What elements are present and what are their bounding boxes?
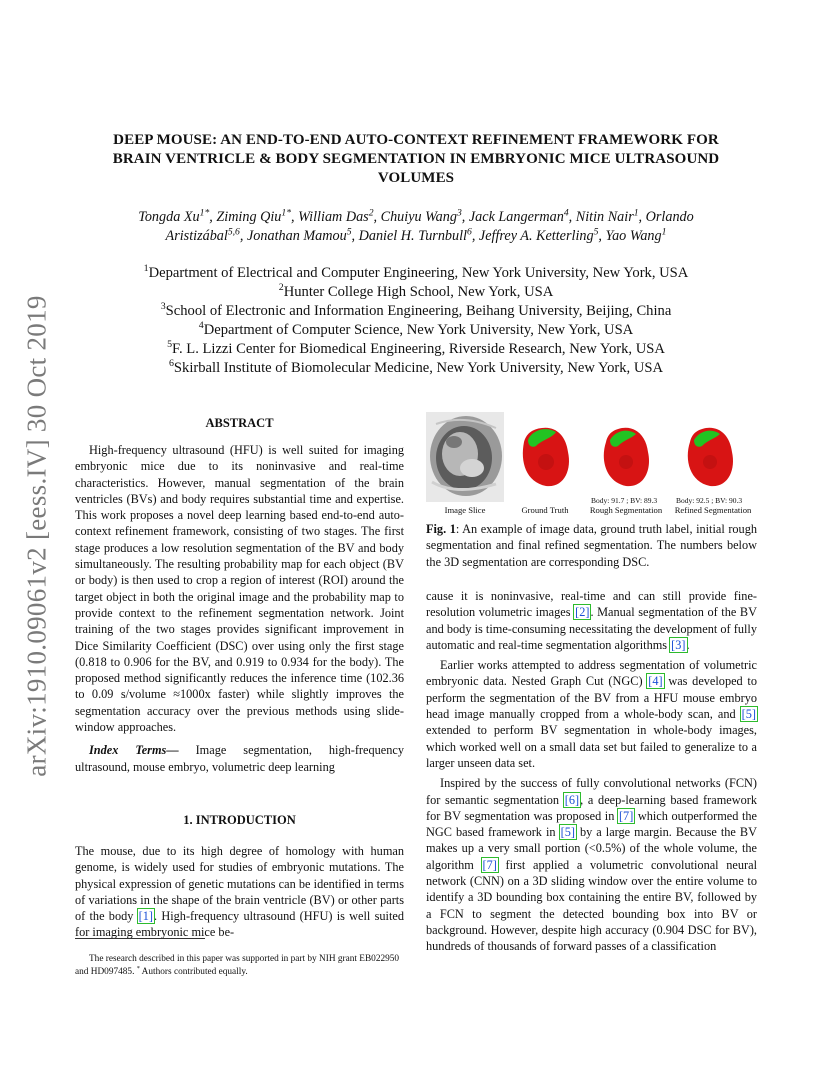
citation-link[interactable]: [6] — [564, 792, 580, 807]
footnote-star: * — [136, 964, 140, 972]
ultrasound-image-slice — [426, 412, 504, 502]
paragraph-text: first applied a volumetric convolutional neural network (CNN) on a 3D sliding window over the entire volume to identify a 3D bounding box containing the entire BV, followed by a FCN to segment the detected bounding box into BV or background. However, despite high accuracy (0.904 DSC for BV), hundreds of thousands of forward passes of a classification — [426, 857, 757, 954]
abstract-body — [75, 442, 404, 775]
affiliation-number: 4 — [198, 320, 204, 332]
index-terms-label: Index Terms— — [89, 743, 179, 758]
author-name: Jack Langerman — [468, 209, 564, 225]
author-affiliation-mark: 5 — [593, 226, 599, 238]
paragraph-text: by a large margin. Because the BV makes up a very small portion (<0.5%) of the whole volume, the algorithm — [426, 825, 757, 872]
figure-label-image-slice: Image Slice — [444, 505, 486, 515]
author-name: Jonathan Mamou — [246, 228, 347, 244]
paragraph-text: was developed to perform the segmentation of the BV from a HFU mouse embryo head image manually cropped from a whole-body scan, and — [426, 674, 757, 722]
body-paragraph — [426, 588, 757, 653]
title-line: VOLUMES — [377, 170, 455, 186]
author-affiliation-mark: 5,6 — [227, 226, 240, 238]
citation-link[interactable]: [4] — [648, 674, 663, 689]
paragraph-text: . Manual segmentation of the BV and body is time-consuming necessitating the development of fully automatic and real-time segmentation algorithms — [426, 605, 757, 652]
author-affiliation-mark: 4 — [563, 207, 569, 219]
paragraph-text: The mouse, due to its high degree of homology with human genome, is widely used for studies of embryonic mutations. The physical expression of genetic mutations can be identified in terms of variations in the shape of the brain ventricle (BV) or other parts of the body — [75, 844, 404, 924]
affiliation-line — [84, 340, 748, 359]
author-affiliation-mark: 1* — [199, 207, 210, 219]
author-line: Aristizábal$^{5,6}$, Jonathan Mamou$^5$, Daniel H. Turnbull$^6$, Jeffrey A. Ketterling$^5$, Yao Wang$^1$ — [165, 226, 667, 244]
body-paragraph — [426, 657, 757, 771]
figure-caption-label: Fig. 1 — [426, 522, 456, 536]
citation-link[interactable]: [2] — [575, 605, 590, 620]
affiliation-line — [84, 264, 748, 283]
affiliations — [84, 264, 748, 378]
footnote-after: Authors contributed equally. — [139, 966, 248, 977]
author-name: Nitin Nair — [575, 209, 634, 225]
author-name: Ziming Qiu — [216, 209, 282, 225]
author-line: Tongda $Xu^{1*}$, Ziming Qiu$^{1*}$, William Das$^2$, Chuiyu Wang$^3$, Jack Langerman$^4$, Nitin Nair$^1$, Orlando — [138, 207, 694, 225]
footnote-text: The research described in this paper was supported in part by NIH grant EB022950 and HD097485. — [75, 954, 400, 977]
title-line: BRAIN VENTRICLE & BODY SEGMENTATION IN EMBRYONIC MICE ULTRASOUND — [112, 151, 720, 167]
figure-label-refined-segmentation: Refined Segmentation — [674, 505, 752, 515]
author-name: Tongda Xu — [138, 209, 200, 225]
citation-link[interactable]: [5] — [560, 825, 575, 840]
affiliation-line — [84, 283, 748, 302]
author-name: Aristizábal — [165, 228, 228, 244]
author-name: Jeffrey A. Ketterling — [478, 228, 594, 244]
figure-label-rough-segmentation: Rough Segmentation — [589, 505, 663, 515]
affiliation-line — [84, 359, 748, 378]
paragraph-text: . High-frequency ultrasound (HFU) is well suited for imaging embryonic mice be- — [75, 909, 404, 940]
affiliation-number: 3 — [160, 301, 166, 313]
affiliation-text: Department of Electrical and Computer Engineering, New York University, New York, USA — [148, 265, 689, 281]
author-affiliation-mark: 5 — [346, 226, 352, 238]
affiliation-number: 1 — [143, 263, 149, 275]
citation-link[interactable]: [7] — [482, 857, 497, 872]
ground-truth-render — [516, 422, 572, 488]
author-list — [84, 208, 748, 246]
author-name: Daniel H. Turnbull — [358, 228, 467, 244]
figure-caption-text: : An example of image data, ground truth label, initial rough segmentation and final refined segmentation. The numbers below the 3D segmentation are corresponding DSC. — [426, 522, 758, 569]
author-affiliation-mark: 3 — [456, 207, 462, 219]
paragraph-text: Earlier works attempted to address segmentation of volumetric embryonic data. Nested Graph Cut (NGC) — [426, 658, 757, 689]
index-terms-text: Image segmentation, high-frequency ultrasound, mouse embryo, volumetric deep learning — [75, 743, 404, 774]
title-line: DEEP MOUSE: AN END-TO-END AUTO-CONTEXT REFINEMENT FRAMEWORK FOR — [113, 132, 719, 148]
affiliation-number: 5 — [167, 339, 173, 351]
affiliation-line — [84, 302, 748, 321]
refined-segmentation-render — [682, 424, 736, 488]
introduction-body — [75, 843, 404, 941]
citation-link[interactable]: [7] — [618, 808, 634, 823]
author-name: Orlando — [645, 209, 694, 225]
paragraph-text: Inspired by the success of fully convolutional networks (FCN) for semantic segmentation — [426, 776, 757, 807]
paragraph-text: , a deep-learning based framework for BV segmentation was proposed in — [426, 792, 757, 823]
author-affiliation-mark: 1* — [281, 207, 292, 219]
affiliation-line — [84, 321, 748, 340]
footnote-rule — [75, 938, 205, 939]
figure-dsc-refined: Body: 92.5 ; BV: 90.3 — [676, 496, 743, 505]
index-terms — [75, 742, 404, 775]
author-name: Yao Wang — [605, 228, 662, 244]
introduction-heading: 1. INTRODUCTION — [183, 813, 296, 827]
affiliation-text: Department of Computer Science, New York University, New York, USA — [203, 322, 634, 338]
paper-title — [84, 131, 748, 188]
author-affiliation-mark: 1 — [661, 226, 667, 238]
paragraph-text: . — [686, 637, 690, 652]
arxiv-identifier: arXiv:1910.09061v2 [eess.IV] 30 Oct 2019 — [21, 295, 52, 777]
citation-link[interactable]: [1] — [138, 909, 154, 924]
arxiv-sidebar — [0, 0, 74, 1072]
paragraph-text: cause it is noninvasive, real-time and can still provide fine-resolution volumetric images — [426, 589, 757, 620]
affiliation-text: F. L. Lizzi Center for Biomedical Engineering, Riverside Research, New York, USA — [172, 341, 665, 357]
citation-link[interactable]: [5] — [741, 707, 756, 722]
figure-1 — [426, 412, 757, 518]
author-name: Chuiyu Wang — [380, 209, 457, 225]
abstract-text: High-frequency ultrasound (HFU) is well suited for imaging embryonic mice due to its noninvasive and real-time characteristics. However, manual segmentation of the brain ventricles (BVs) and body requires substantial time and expertise. This work proposes a novel deep learning based end-to-end auto-context refinement framework, consisting of two stages. The first stage produces a low resolution segmentation of the BV and body simultaneously. The resulting probability map for each object (BV or body) is then used to crop a region of interest (ROI) around the target object in both the original image and the probability map to provide context to the refinement segmentation network. Joint training of the two stages provides significant improvement in Dice Similarity Coefficient (DSC) over using only the first stage (0.818 to 0.906 for the BV, and 0.919 to 0.934 for the body). The proposed method significantly reduces the inference time (102.36 to 0.09 s/volume ≈1000x faster) while slightly improves the segmentation accuracy over the previous methods using slide-window approaches. — [75, 443, 404, 735]
affiliation-number: 2 — [278, 282, 284, 294]
introduction-paragraph — [75, 843, 404, 941]
affiliation-text: School of Electronic and Information Engineering, Beihang University, Beijing, China — [165, 303, 672, 319]
author-affiliation-mark: 1 — [633, 207, 639, 219]
body-paragraph — [426, 775, 757, 954]
figure-label-ground-truth: Ground Truth — [521, 505, 569, 515]
affiliation-number: 6 — [168, 358, 174, 370]
right-column-body — [426, 588, 757, 955]
abstract-heading: ABSTRACT — [205, 416, 274, 430]
affiliation-text: Hunter College High School, New York, USA — [283, 284, 554, 300]
rough-segmentation-render — [598, 424, 652, 488]
author-affiliation-mark: 6 — [467, 226, 472, 238]
author-name: William Das — [298, 209, 369, 225]
paragraph-text: which outperformed the NGC based framework in — [426, 808, 757, 840]
paragraph-text: extended to perform BV segmentation in whole-body images, which worked well on a small data set but failed to generalize to a larger unseen data set. — [426, 723, 757, 770]
figure-caption — [426, 521, 757, 570]
affiliation-text: Skirball Institute of Biomolecular Medicine, New York University, New York, USA — [173, 360, 664, 376]
citation-link[interactable]: [3] — [671, 637, 686, 652]
figure-dsc-rough: Body: 91.7 ; BV: 89.3 — [591, 496, 658, 505]
author-affiliation-mark: 2 — [368, 207, 374, 219]
footnote — [75, 953, 404, 978]
